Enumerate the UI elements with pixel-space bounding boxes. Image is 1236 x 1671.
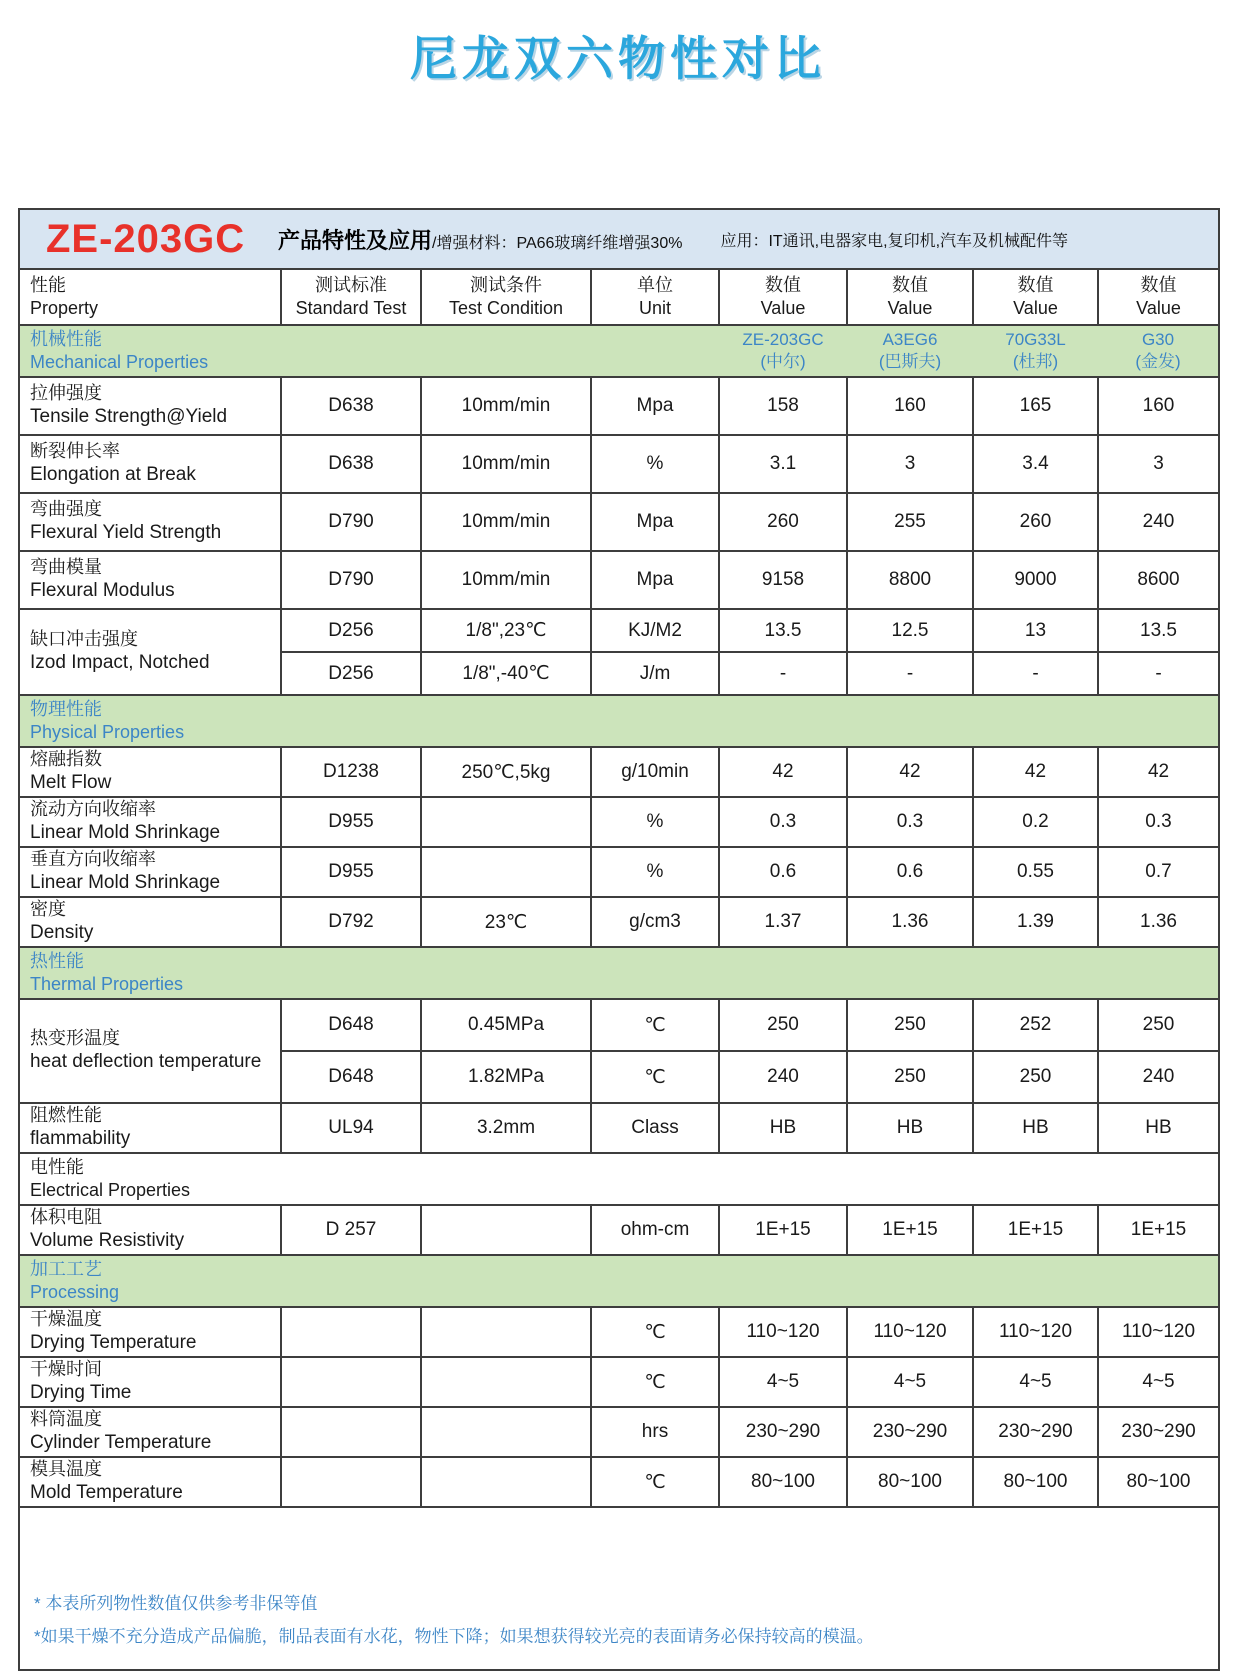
table-body <box>19 209 1219 1670</box>
value-cell: 0.3 <box>719 797 847 847</box>
column-header-value-1: 数值 Value <box>719 269 847 325</box>
value-cell: 4~5 <box>719 1357 847 1407</box>
value-cell: 110~120 <box>973 1307 1098 1357</box>
brand-company: (杜邦) <box>1012 352 1059 371</box>
value-cell: 230~290 <box>847 1407 973 1457</box>
product-header-row <box>19 209 1219 269</box>
condition-cell: 1.82MPa <box>421 1051 591 1103</box>
value-cell: 0.7 <box>1098 847 1219 897</box>
brand-name: 70G33L <box>1005 329 1066 349</box>
value-cell: 42 <box>973 747 1098 797</box>
product-application: 应用：IT通讯,电器家电,复印机,汽车及机械配件等 <box>720 232 1069 250</box>
value-cell: 158 <box>719 377 847 435</box>
value-cell: 0.55 <box>973 847 1098 897</box>
condition-cell <box>421 1357 591 1407</box>
value-cell: 0.3 <box>847 797 973 847</box>
value-cell: - <box>719 652 847 695</box>
column-header-standard: 测试标准 Standard Test <box>281 269 421 325</box>
condition-cell <box>421 797 591 847</box>
table-row <box>19 847 1219 897</box>
value-cell: 80~100 <box>973 1457 1098 1507</box>
value-cell: 12.5 <box>847 609 973 652</box>
value-cell: 1E+15 <box>719 1205 847 1255</box>
column-header-unit: 单位 Unit <box>591 269 719 325</box>
table-row <box>19 897 1219 947</box>
value-cell: 250 <box>847 1051 973 1103</box>
standard-cell: D 257 <box>281 1205 421 1255</box>
property-cell: 密度 Density <box>19 897 281 947</box>
value-cell: 160 <box>1098 377 1219 435</box>
table-row <box>19 1307 1219 1357</box>
standard-cell: D792 <box>281 897 421 947</box>
standard-cell: D790 <box>281 551 421 609</box>
value-cell: 260 <box>719 493 847 551</box>
value-cell: 230~290 <box>973 1407 1098 1457</box>
section-label: 物理性能 Physical Properties <box>19 695 1219 747</box>
unit-cell: % <box>591 435 719 493</box>
note-line-2: *如果干燥不充分造成产品偏脆，制品表面有水花，物性下降；如果想获得较光亮的表面请务必保持较高的模温。 <box>34 1626 874 1646</box>
value-cell: 3.1 <box>719 435 847 493</box>
notes-row <box>19 1507 1219 1670</box>
value-cell: 165 <box>973 377 1098 435</box>
condition-cell: 23℃ <box>421 897 591 947</box>
condition-cell <box>421 847 591 897</box>
value-cell: 80~100 <box>847 1457 973 1507</box>
condition-cell <box>421 1457 591 1507</box>
value-cell: 1.39 <box>973 897 1098 947</box>
standard-cell: D1238 <box>281 747 421 797</box>
table-row <box>19 551 1219 609</box>
value-cell: - <box>847 652 973 695</box>
unit-cell: hrs <box>591 1407 719 1457</box>
value-cell: 250 <box>719 999 847 1051</box>
standard-cell: UL94 <box>281 1103 421 1153</box>
value-cell: - <box>973 652 1098 695</box>
value-cell: 8600 <box>1098 551 1219 609</box>
property-cell: 熔融指数 Melt Flow <box>19 747 281 797</box>
value-cell: 42 <box>847 747 973 797</box>
value-cell: 4~5 <box>847 1357 973 1407</box>
value-cell: 230~290 <box>719 1407 847 1457</box>
page-title: 尼龙双六物性对比 <box>410 32 826 87</box>
brand-cell <box>1098 325 1219 377</box>
value-cell: 250 <box>847 999 973 1051</box>
value-cell: 1.37 <box>719 897 847 947</box>
value-cell: 3.4 <box>973 435 1098 493</box>
property-cell: 拉伸强度 Tensile Strength@Yield <box>19 377 281 435</box>
property-cell: 弯曲模量 Flexural Modulus <box>19 551 281 609</box>
value-cell: 110~120 <box>847 1307 973 1357</box>
standard-cell <box>281 1457 421 1507</box>
value-cell: 0.6 <box>719 847 847 897</box>
value-cell: 250 <box>1098 999 1219 1051</box>
unit-cell: KJ/M2 <box>591 609 719 652</box>
unit-cell: g/cm3 <box>591 897 719 947</box>
product-feature <box>278 224 682 255</box>
value-cell: 13 <box>973 609 1098 652</box>
value-cell: 255 <box>847 493 973 551</box>
section-header-mechanical <box>19 325 1219 377</box>
property-cell: 体积电阻 Volume Resistivity <box>19 1205 281 1255</box>
brand-company: (中尔) <box>760 352 806 371</box>
datasheet-table <box>18 208 1218 1671</box>
table-row <box>19 999 1219 1051</box>
standard-cell: D955 <box>281 797 421 847</box>
product-header-cell <box>19 209 1219 269</box>
section-header-thermal <box>19 947 1219 999</box>
table-row <box>19 797 1219 847</box>
value-cell: 13.5 <box>719 609 847 652</box>
value-cell: 1.36 <box>1098 897 1219 947</box>
value-cell: 4~5 <box>1098 1357 1219 1407</box>
property-cell: 弯曲强度 Flexural Yield Strength <box>19 493 281 551</box>
condition-cell: 10mm/min <box>421 493 591 551</box>
unit-cell: ℃ <box>591 1051 719 1103</box>
value-cell: 252 <box>973 999 1098 1051</box>
brand-name: ZE-203GC <box>742 329 824 349</box>
condition-cell: 10mm/min <box>421 377 591 435</box>
value-cell: 1E+15 <box>847 1205 973 1255</box>
brand-cell <box>847 325 973 377</box>
value-cell: 160 <box>847 377 973 435</box>
brand-name: G30 <box>1141 329 1175 349</box>
condition-cell <box>421 1307 591 1357</box>
table-row <box>19 1357 1219 1407</box>
standard-cell <box>281 1407 421 1457</box>
property-cell: 阻燃性能 flammability <box>19 1103 281 1153</box>
value-cell: 110~120 <box>1098 1307 1219 1357</box>
product-feature-title: 产品特性及应用 <box>278 227 433 253</box>
table-row <box>19 1457 1219 1507</box>
value-cell: 1.36 <box>847 897 973 947</box>
unit-cell: % <box>591 847 719 897</box>
value-cell: 240 <box>1098 1051 1219 1103</box>
table-row <box>19 609 1219 652</box>
value-cell: 4~5 <box>973 1357 1098 1407</box>
column-header-condition: 测试条件 Test Condition <box>421 269 591 325</box>
notes-cell <box>19 1507 1219 1670</box>
value-cell: 9000 <box>973 551 1098 609</box>
value-cell: - <box>1098 652 1219 695</box>
table-row <box>19 747 1219 797</box>
table-row <box>19 435 1219 493</box>
section-header-physical <box>19 695 1219 747</box>
value-cell: 1E+15 <box>973 1205 1098 1255</box>
value-cell: 13.5 <box>1098 609 1219 652</box>
condition-cell: 0.45MPa <box>421 999 591 1051</box>
note-line-1: * 本表所列物性数值仅供参考非保等值 <box>34 1594 318 1614</box>
condition-cell <box>421 1407 591 1457</box>
unit-cell: ℃ <box>591 999 719 1051</box>
standard-cell <box>281 1357 421 1407</box>
value-cell: 1E+15 <box>1098 1205 1219 1255</box>
value-cell: 42 <box>719 747 847 797</box>
standard-cell: D955 <box>281 847 421 897</box>
unit-cell: Mpa <box>591 377 719 435</box>
value-cell: HB <box>847 1103 973 1153</box>
property-cell: 流动方向收缩率 Linear Mold Shrinkage <box>19 797 281 847</box>
value-cell: 240 <box>1098 493 1219 551</box>
property-cell: 缺口冲击强度 Izod Impact, Notched <box>19 609 281 695</box>
value-cell: 260 <box>973 493 1098 551</box>
condition-cell: 1/8",-40℃ <box>421 652 591 695</box>
value-cell: 80~100 <box>719 1457 847 1507</box>
condition-cell: 10mm/min <box>421 551 591 609</box>
value-cell: 250 <box>973 1051 1098 1103</box>
value-cell: HB <box>973 1103 1098 1153</box>
standard-cell: D648 <box>281 999 421 1051</box>
section-label: 机械性能 Mechanical Properties <box>19 325 719 377</box>
unit-cell: ℃ <box>591 1357 719 1407</box>
property-cell: 干燥时间 Drying Time <box>19 1357 281 1407</box>
column-header-row <box>19 269 1219 325</box>
standard-cell: D648 <box>281 1051 421 1103</box>
table-row <box>19 1103 1219 1153</box>
product-reinforce-material: /增强材料：PA66玻璃纤维增强30% <box>432 234 683 252</box>
unit-cell: ℃ <box>591 1457 719 1507</box>
table-row <box>19 1205 1219 1255</box>
standard-cell: D256 <box>281 609 421 652</box>
value-cell: 0.6 <box>847 847 973 897</box>
condition-cell: 10mm/min <box>421 435 591 493</box>
value-cell: 0.3 <box>1098 797 1219 847</box>
property-cell: 干燥温度 Drying Temperature <box>19 1307 281 1357</box>
value-cell: 8800 <box>847 551 973 609</box>
value-cell: 3 <box>1098 435 1219 493</box>
column-header-value-4: 数值 Value <box>1098 269 1219 325</box>
section-label: 加工工艺 Processing <box>19 1255 1219 1307</box>
section-header-processing <box>19 1255 1219 1307</box>
property-cell: 垂直方向收缩率 Linear Mold Shrinkage <box>19 847 281 897</box>
property-cell: 热变形温度 heat deflection temperature <box>19 999 281 1103</box>
product-model: ZE-203GC <box>46 216 246 261</box>
brand-cell <box>719 325 847 377</box>
property-cell: 断裂伸长率 Elongation at Break <box>19 435 281 493</box>
unit-cell: Mpa <box>591 551 719 609</box>
table-row <box>19 377 1219 435</box>
value-cell: HB <box>719 1103 847 1153</box>
condition-cell: 3.2mm <box>421 1103 591 1153</box>
column-header-property: 性能 Property <box>19 269 281 325</box>
unit-cell: Class <box>591 1103 719 1153</box>
section-header-electrical <box>19 1153 1219 1205</box>
section-label: 电性能 Electrical Properties <box>19 1153 1219 1205</box>
value-cell: 240 <box>719 1051 847 1103</box>
value-cell: 0.2 <box>973 797 1098 847</box>
standard-cell: D638 <box>281 435 421 493</box>
standard-cell: D638 <box>281 377 421 435</box>
unit-cell: J/m <box>591 652 719 695</box>
brand-cell <box>973 325 1098 377</box>
condition-cell: 1/8",23℃ <box>421 609 591 652</box>
value-cell: 42 <box>1098 747 1219 797</box>
unit-cell: ohm-cm <box>591 1205 719 1255</box>
property-cell: 模具温度 Mold Temperature <box>19 1457 281 1507</box>
condition-cell <box>421 1205 591 1255</box>
brand-company: (巴斯夫) <box>878 352 942 371</box>
unit-cell: ℃ <box>591 1307 719 1357</box>
value-cell: 80~100 <box>1098 1457 1219 1507</box>
column-header-value-2: 数值 Value <box>847 269 973 325</box>
column-header-value-3: 数值 Value <box>973 269 1098 325</box>
value-cell: HB <box>1098 1103 1219 1153</box>
table-row <box>19 493 1219 551</box>
property-cell: 料筒温度 Cylinder Temperature <box>19 1407 281 1457</box>
value-cell: 230~290 <box>1098 1407 1219 1457</box>
standard-cell: D256 <box>281 652 421 695</box>
value-cell: 9158 <box>719 551 847 609</box>
brand-company: (金发) <box>1135 352 1181 371</box>
value-cell: 110~120 <box>719 1307 847 1357</box>
value-cell: 3 <box>847 435 973 493</box>
condition-cell: 250℃,5kg <box>421 747 591 797</box>
brand-name: A3EG6 <box>882 329 938 349</box>
table-row <box>19 1407 1219 1457</box>
standard-cell <box>281 1307 421 1357</box>
unit-cell: g/10min <box>591 747 719 797</box>
section-label: 热性能 Thermal Properties <box>19 947 1219 999</box>
standard-cell: D790 <box>281 493 421 551</box>
unit-cell: % <box>591 797 719 847</box>
unit-cell: Mpa <box>591 493 719 551</box>
